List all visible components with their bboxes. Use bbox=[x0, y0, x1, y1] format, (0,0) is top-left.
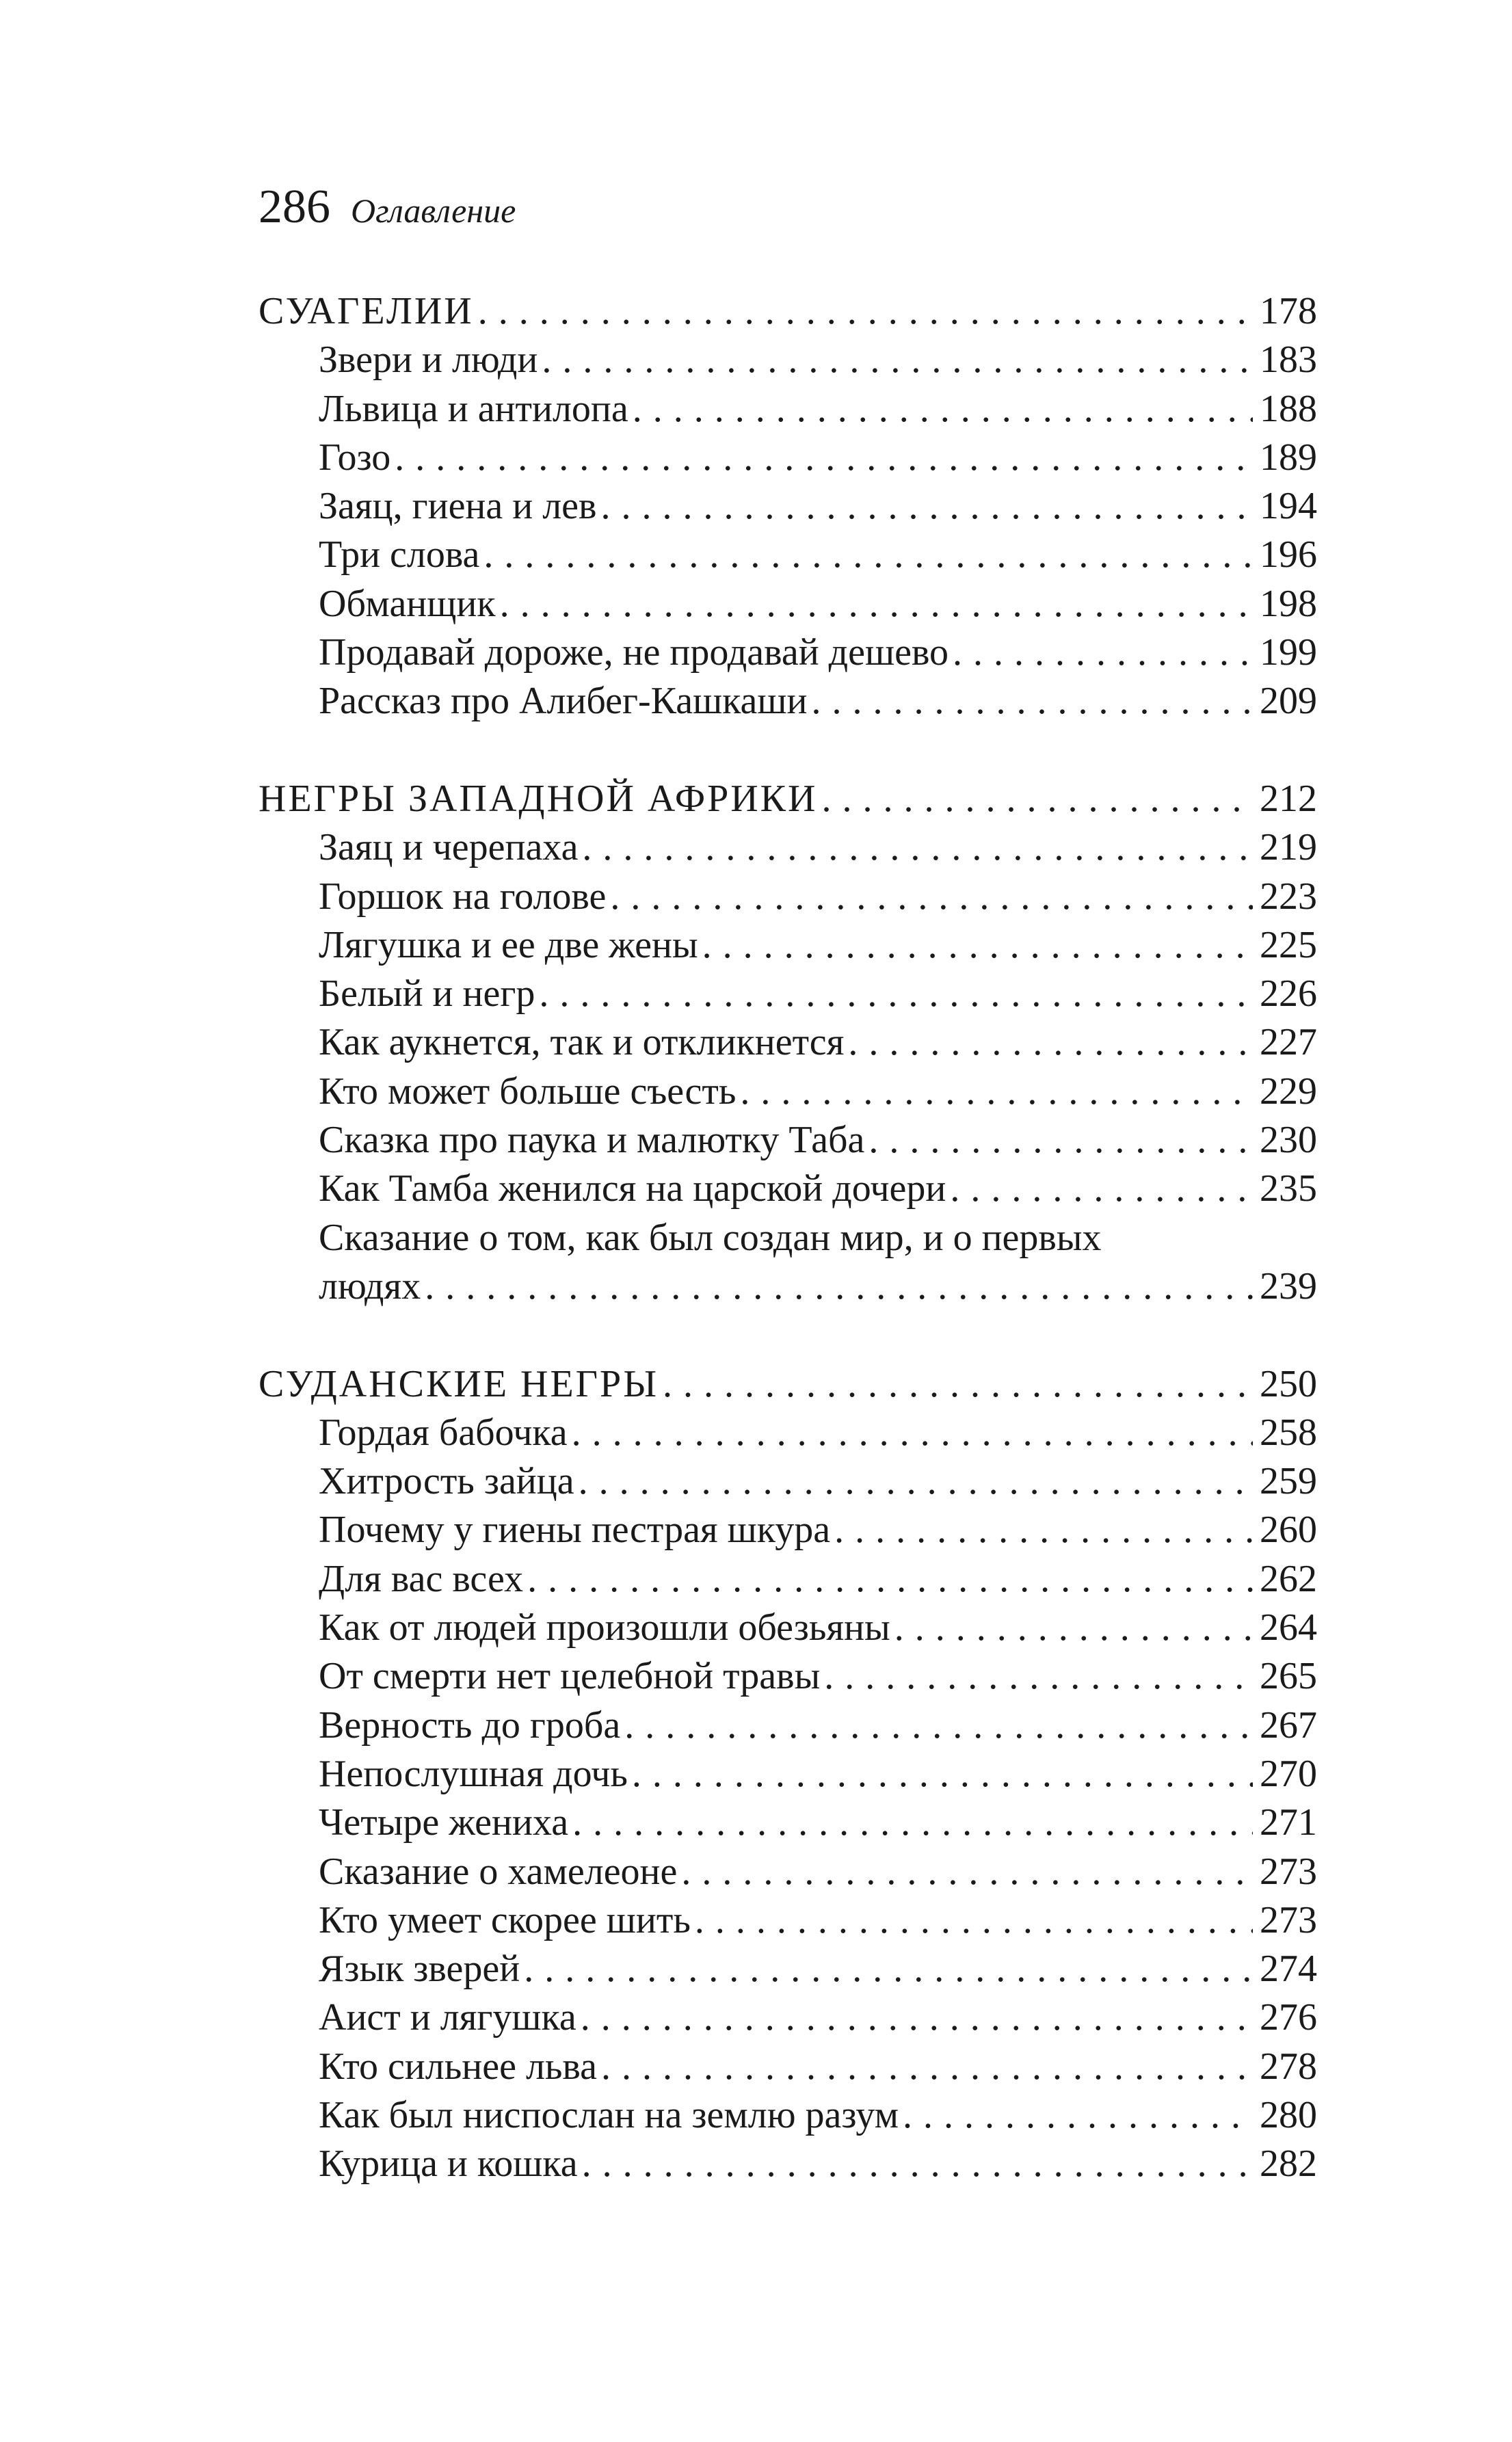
toc-entry-row[interactable] bbox=[258, 2140, 1317, 2188]
toc-heading-title: СУДАНСКИЕ НЕГРЫ bbox=[258, 1362, 659, 1405]
toc-page-number: 271 bbox=[1260, 1801, 1317, 1844]
toc-heading-title: НЕГРЫ ЗАПАДНОЙ АФРИКИ bbox=[258, 777, 818, 820]
dot-leader bbox=[579, 1457, 1253, 1506]
toc-entry-row[interactable] bbox=[258, 385, 1317, 434]
toc-entry-row[interactable] bbox=[258, 1018, 1317, 1067]
toc-entry-title: Белый и негр bbox=[319, 972, 535, 1016]
dot-leader bbox=[903, 2091, 1253, 2140]
dot-leader bbox=[610, 873, 1253, 921]
toc-heading-title: СУАГЕЛИИ bbox=[258, 290, 474, 332]
toc-entry-title: Верность до гроба bbox=[319, 1703, 621, 1747]
toc-entry-title: Почему у гиены пестрая шкура bbox=[319, 1509, 831, 1552]
toc-section-west-africa bbox=[258, 775, 1317, 1311]
toc-heading-row[interactable] bbox=[258, 287, 1317, 336]
running-head bbox=[258, 170, 516, 245]
toc-entry-row[interactable] bbox=[258, 677, 1317, 726]
dot-leader bbox=[632, 1750, 1253, 1799]
toc-page-number: 265 bbox=[1260, 1655, 1317, 1698]
toc-entry-title: Гордая бабочка bbox=[319, 1411, 568, 1454]
toc-page-number: 259 bbox=[1260, 1460, 1317, 1503]
toc-page-number: 178 bbox=[1260, 290, 1317, 332]
toc-entry-title: Звери и люди bbox=[319, 339, 538, 382]
toc-entry-title: Кто может больше съесть bbox=[319, 1070, 737, 1113]
toc-entry-title: Заяц и черепаха bbox=[319, 826, 579, 869]
dot-leader bbox=[894, 1604, 1253, 1652]
toc-entry-row[interactable] bbox=[258, 580, 1317, 628]
toc-entry-row-wrapped-line1[interactable] bbox=[258, 1214, 1317, 1262]
toc-entry-row[interactable] bbox=[258, 1993, 1317, 2042]
toc-entry-title: Кто сильнее льва bbox=[319, 2045, 597, 2088]
toc-entry-title: Курица и кошка bbox=[319, 2142, 578, 2186]
toc-entry-title: Как Тамба женился на царской дочери bbox=[319, 1167, 946, 1210]
toc-page-number: 189 bbox=[1260, 436, 1317, 479]
toc-entry-row[interactable] bbox=[258, 2043, 1317, 2091]
toc-entry-title: Лягушка и ее две жены bbox=[319, 923, 698, 966]
dot-leader bbox=[601, 2043, 1253, 2091]
toc-page-number: 227 bbox=[1260, 1021, 1317, 1064]
toc-entry-title: Кто умеет скорее шить bbox=[319, 1898, 691, 1941]
toc-section-sudan bbox=[258, 1360, 1317, 2189]
dot-leader bbox=[572, 1799, 1253, 1847]
dot-leader bbox=[950, 1165, 1253, 1213]
toc-page-number: 270 bbox=[1260, 1752, 1317, 1795]
toc-page-number: 280 bbox=[1260, 2093, 1317, 2136]
toc-entry-row-wrapped-line2[interactable] bbox=[258, 1262, 1317, 1311]
toc-entry-row[interactable] bbox=[258, 1945, 1317, 1993]
dot-leader bbox=[483, 531, 1253, 579]
toc-entry-row[interactable] bbox=[258, 1701, 1317, 1750]
toc-entry-title: Сказание о том, как был создан мир, и о первых bbox=[319, 1216, 1102, 1259]
dot-leader bbox=[425, 1262, 1253, 1311]
running-title: Оглавление bbox=[351, 191, 516, 230]
toc-entry-title: Четыре жениха bbox=[319, 1801, 569, 1844]
dot-leader bbox=[663, 1360, 1253, 1409]
dot-leader bbox=[542, 336, 1253, 384]
toc-heading-row[interactable] bbox=[258, 775, 1317, 823]
dot-leader bbox=[848, 1018, 1253, 1067]
toc-page-number: 219 bbox=[1260, 826, 1317, 869]
toc-entry-title: Непослушная дочь bbox=[319, 1752, 628, 1795]
dot-leader bbox=[527, 1555, 1253, 1604]
toc-page-number: 262 bbox=[1260, 1557, 1317, 1600]
toc-entry-title: людях bbox=[319, 1264, 421, 1308]
toc-heading-row[interactable] bbox=[258, 1360, 1317, 1409]
toc-entry-title: Как аукнется, так и откликнется bbox=[319, 1021, 845, 1064]
toc-entry-row[interactable] bbox=[258, 1896, 1317, 1945]
toc-entry-row[interactable] bbox=[258, 531, 1317, 579]
toc-entry-title: Сказание о хамелеоне bbox=[319, 1850, 678, 1893]
toc-entry-row[interactable] bbox=[258, 1848, 1317, 1896]
toc-entry-row[interactable] bbox=[258, 823, 1317, 872]
dot-leader bbox=[500, 580, 1253, 628]
toc-entry-row[interactable] bbox=[258, 336, 1317, 384]
dot-leader bbox=[624, 1701, 1253, 1750]
toc-section-suagelii bbox=[258, 287, 1317, 726]
dot-leader bbox=[812, 677, 1254, 726]
dot-leader bbox=[740, 1067, 1253, 1116]
dot-leader bbox=[695, 1896, 1253, 1945]
toc-entry-row[interactable] bbox=[258, 628, 1317, 677]
page-number: 286 bbox=[258, 181, 330, 233]
toc-entry-title: От смерти нет целебной травы bbox=[319, 1655, 821, 1698]
dot-leader bbox=[633, 385, 1253, 434]
toc-entry-row[interactable] bbox=[258, 1555, 1317, 1604]
toc-entry-title: Как был ниспослан на землю разум bbox=[319, 2093, 899, 2136]
dot-leader bbox=[478, 287, 1253, 336]
toc-entry-row[interactable] bbox=[258, 434, 1317, 482]
toc-entry-row[interactable] bbox=[258, 873, 1317, 921]
toc-page-number: 273 bbox=[1260, 1898, 1317, 1941]
toc-page-number: 274 bbox=[1260, 1948, 1317, 1991]
toc-entry-row[interactable] bbox=[258, 1457, 1317, 1506]
toc-entry-title: Для вас всех bbox=[319, 1557, 524, 1600]
toc-entry-title: Язык зверей bbox=[319, 1948, 520, 1991]
toc-page-number: 267 bbox=[1260, 1703, 1317, 1747]
dot-leader bbox=[395, 434, 1253, 482]
dot-leader bbox=[821, 775, 1253, 823]
toc-page-number: 212 bbox=[1260, 777, 1317, 820]
toc-entry-title: Горшок на голове bbox=[319, 875, 607, 918]
toc-entry-title: Сказка про паука и малютку Таба bbox=[319, 1119, 865, 1162]
toc-entry-title: Как от людей произошли обезьяны bbox=[319, 1606, 890, 1649]
toc-page-number: 183 bbox=[1260, 339, 1317, 382]
toc-entry-row[interactable] bbox=[258, 921, 1317, 970]
table-of-contents bbox=[258, 287, 1317, 2189]
dot-leader bbox=[582, 2140, 1253, 2188]
toc-page-number: 230 bbox=[1260, 1119, 1317, 1162]
toc-entry-row[interactable] bbox=[258, 1165, 1317, 1213]
toc-entry-title: Обманщик bbox=[319, 582, 496, 625]
toc-entry-title: Львица и антилопа bbox=[319, 387, 628, 430]
toc-entry-row[interactable] bbox=[258, 2091, 1317, 2140]
toc-page-number: 188 bbox=[1260, 387, 1317, 430]
toc-entry-title: Гозо bbox=[319, 436, 391, 479]
toc-entry-title: Рассказ про Алибег-Кашкаши bbox=[319, 680, 808, 723]
toc-entry-title: Заяц, гиена и лев bbox=[319, 485, 597, 528]
toc-page-number: 235 bbox=[1260, 1167, 1317, 1210]
toc-page-number: 250 bbox=[1260, 1362, 1317, 1405]
toc-page-number: 225 bbox=[1260, 923, 1317, 966]
toc-page-number: 226 bbox=[1260, 972, 1317, 1016]
toc-entry-title: Продавай дороже, не продавай дешево bbox=[319, 631, 949, 674]
toc-page-number: 194 bbox=[1260, 485, 1317, 528]
dot-leader bbox=[702, 921, 1253, 970]
dot-leader bbox=[582, 823, 1253, 872]
toc-entry-row[interactable] bbox=[258, 1506, 1317, 1554]
toc-page-number: 229 bbox=[1260, 1070, 1317, 1113]
toc-entry-row[interactable] bbox=[258, 482, 1317, 531]
toc-page-number: 209 bbox=[1260, 680, 1317, 723]
dot-leader bbox=[600, 482, 1253, 531]
toc-entry-row[interactable] bbox=[258, 1799, 1317, 1847]
toc-entry-title: Аист и лягушка bbox=[319, 1996, 576, 2039]
dot-leader bbox=[824, 1652, 1253, 1701]
dot-leader bbox=[539, 970, 1253, 1018]
toc-page-number: 264 bbox=[1260, 1606, 1317, 1649]
toc-page-number: 239 bbox=[1260, 1264, 1317, 1308]
toc-page-number: 282 bbox=[1260, 2142, 1317, 2186]
dot-leader bbox=[581, 1993, 1253, 2042]
toc-page-number: 273 bbox=[1260, 1850, 1317, 1893]
toc-entry-title: Хитрость зайца bbox=[319, 1460, 574, 1503]
toc-entry-row[interactable] bbox=[258, 1409, 1317, 1457]
dot-leader bbox=[953, 628, 1253, 677]
toc-entry-row[interactable] bbox=[258, 970, 1317, 1018]
toc-page-number: 260 bbox=[1260, 1509, 1317, 1552]
toc-page-number: 199 bbox=[1260, 631, 1317, 674]
toc-entry-row[interactable] bbox=[258, 1652, 1317, 1701]
toc-page-number: 258 bbox=[1260, 1411, 1317, 1454]
toc-entry-row[interactable] bbox=[258, 1750, 1317, 1799]
dot-leader bbox=[681, 1848, 1253, 1896]
dot-leader bbox=[572, 1409, 1253, 1457]
toc-entry-row[interactable] bbox=[258, 1067, 1317, 1116]
toc-page-number: 196 bbox=[1260, 533, 1317, 576]
toc-entry-title: Три слова bbox=[319, 533, 480, 576]
toc-page-number: 223 bbox=[1260, 875, 1317, 918]
toc-page-number: 278 bbox=[1260, 2045, 1317, 2088]
toc-entry-row[interactable] bbox=[258, 1604, 1317, 1652]
dot-leader bbox=[524, 1945, 1253, 1993]
toc-page-number: 198 bbox=[1260, 582, 1317, 625]
toc-page-number: 276 bbox=[1260, 1996, 1317, 2039]
toc-entry-row[interactable] bbox=[258, 1116, 1317, 1165]
dot-leader bbox=[834, 1506, 1253, 1554]
dot-leader bbox=[868, 1116, 1253, 1165]
